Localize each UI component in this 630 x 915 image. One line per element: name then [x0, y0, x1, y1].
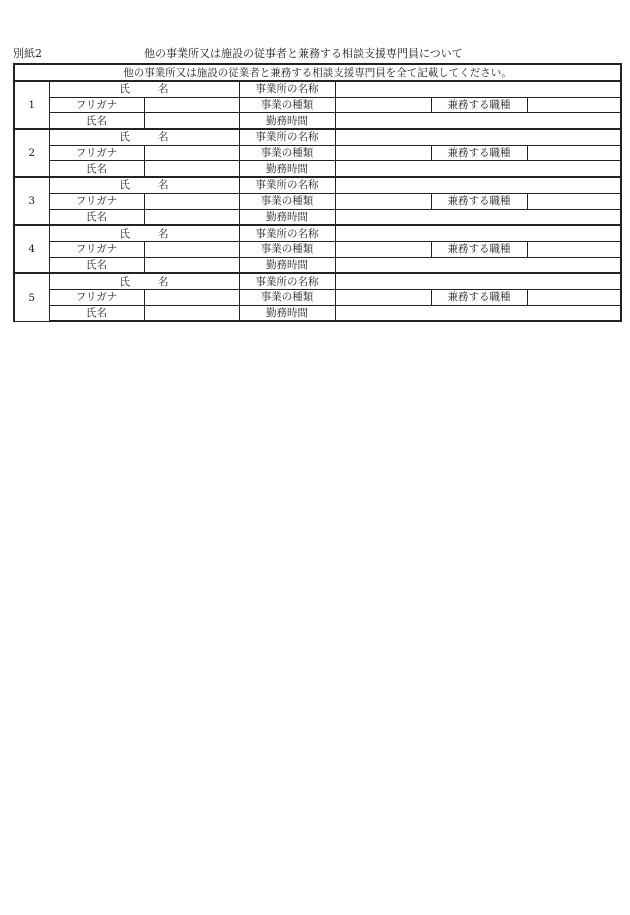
name-field[interactable]	[144, 113, 239, 129]
name-header	[49, 129, 239, 145]
office-type-label: 事業の種類	[239, 193, 335, 209]
staff-form-table	[13, 63, 622, 322]
concurrent-job-label: 兼務する職種	[431, 145, 527, 161]
entry-1-row-hours	[14, 113, 621, 129]
office-type-label: 事業の種類	[239, 289, 335, 305]
work-hours-label: 勤務時間	[239, 113, 335, 129]
entry-1-row-type	[14, 97, 621, 113]
furigana-label: フリガナ	[49, 97, 144, 113]
work-hours-label: 勤務時間	[239, 305, 335, 321]
name-field[interactable]	[144, 209, 239, 225]
concurrent-job-field[interactable]	[527, 241, 621, 257]
work-hours-field[interactable]	[335, 305, 621, 321]
furigana-field[interactable]	[144, 97, 239, 113]
name-header-b: 名	[158, 275, 169, 288]
entry-number: 4	[14, 225, 49, 273]
work-hours-label: 勤務時間	[239, 257, 335, 273]
furigana-label: フリガナ	[49, 145, 144, 161]
furigana-field[interactable]	[144, 145, 239, 161]
concurrent-job-field[interactable]	[527, 97, 621, 113]
name-label: 氏名	[49, 161, 144, 177]
concurrent-job-field[interactable]	[527, 193, 621, 209]
office-name-label: 事業所の名称	[239, 225, 335, 241]
name-header-a: 氏	[119, 275, 130, 288]
office-type-field[interactable]	[335, 97, 431, 113]
concurrent-job-label: 兼務する職種	[431, 289, 527, 305]
furigana-field[interactable]	[144, 241, 239, 257]
name-header	[49, 177, 239, 193]
name-field[interactable]	[144, 257, 239, 273]
name-header-a: 氏	[119, 83, 130, 96]
entry-number: 1	[14, 81, 49, 129]
furigana-label: フリガナ	[49, 193, 144, 209]
entry-number: 2	[14, 129, 49, 177]
work-hours-field[interactable]	[335, 209, 621, 225]
office-name-label: 事業所の名称	[239, 273, 335, 289]
entry-5-row-hours	[14, 305, 621, 321]
office-name-label: 事業所の名称	[239, 177, 335, 193]
entry-2-row-hours	[14, 161, 621, 177]
office-type-label: 事業の種類	[239, 145, 335, 161]
concurrent-job-label: 兼務する職種	[431, 241, 527, 257]
entry-1-row-name	[14, 81, 621, 97]
office-name-field[interactable]	[335, 129, 621, 145]
entry-5-row-type	[14, 289, 621, 305]
entry-4-row-name	[14, 225, 621, 241]
office-name-field[interactable]	[335, 225, 621, 241]
name-header-a: 氏	[119, 227, 130, 240]
entry-3-row-type	[14, 193, 621, 209]
entry-2-row-type	[14, 145, 621, 161]
office-name-label: 事業所の名称	[239, 81, 335, 97]
work-hours-field[interactable]	[335, 257, 621, 273]
name-field[interactable]	[144, 161, 239, 177]
office-type-field[interactable]	[335, 145, 431, 161]
name-label: 氏名	[49, 209, 144, 225]
furigana-field[interactable]	[144, 193, 239, 209]
concurrent-job-label: 兼務する職種	[431, 97, 527, 113]
office-type-field[interactable]	[335, 241, 431, 257]
name-header	[49, 225, 239, 241]
office-type-field[interactable]	[335, 289, 431, 305]
entry-3-row-hours	[14, 209, 621, 225]
entry-3-row-name	[14, 177, 621, 193]
attachment-label: 別紙2	[13, 47, 42, 60]
name-label: 氏名	[49, 305, 144, 321]
office-name-label: 事業所の名称	[239, 129, 335, 145]
document-title: 他の事業所又は施設の従事者と兼務する相談支援専門員について	[144, 47, 463, 60]
office-type-label: 事業の種類	[239, 97, 335, 113]
office-type-label: 事業の種類	[239, 241, 335, 257]
entry-4-row-hours	[14, 257, 621, 273]
work-hours-label: 勤務時間	[239, 209, 335, 225]
name-header-b: 名	[158, 227, 169, 240]
entry-2-row-name	[14, 129, 621, 145]
work-hours-label: 勤務時間	[239, 161, 335, 177]
work-hours-field[interactable]	[335, 113, 621, 129]
furigana-label: フリガナ	[49, 241, 144, 257]
office-name-field[interactable]	[335, 177, 621, 193]
office-type-field[interactable]	[335, 193, 431, 209]
entry-number: 5	[14, 273, 49, 321]
office-name-field[interactable]	[335, 273, 621, 289]
name-header-b: 名	[158, 83, 169, 96]
name-header	[49, 81, 239, 97]
name-label: 氏名	[49, 113, 144, 129]
office-name-field[interactable]	[335, 81, 621, 97]
entry-5-row-name	[14, 273, 621, 289]
name-label: 氏名	[49, 257, 144, 273]
work-hours-field[interactable]	[335, 161, 621, 177]
entry-4-row-type	[14, 241, 621, 257]
furigana-field[interactable]	[144, 289, 239, 305]
concurrent-job-field[interactable]	[527, 145, 621, 161]
name-header-a: 氏	[119, 179, 130, 192]
name-field[interactable]	[144, 305, 239, 321]
concurrent-job-label: 兼務する職種	[431, 193, 527, 209]
furigana-label: フリガナ	[49, 289, 144, 305]
name-header	[49, 273, 239, 289]
name-header-b: 名	[158, 131, 169, 144]
name-header-b: 名	[158, 179, 169, 192]
concurrent-job-field[interactable]	[527, 289, 621, 305]
name-header-a: 氏	[119, 131, 130, 144]
instruction-row: 他の事業所又は施設の従業者と兼務する相談支援専門員を全て記載してください。	[14, 64, 621, 81]
entry-number: 3	[14, 177, 49, 225]
